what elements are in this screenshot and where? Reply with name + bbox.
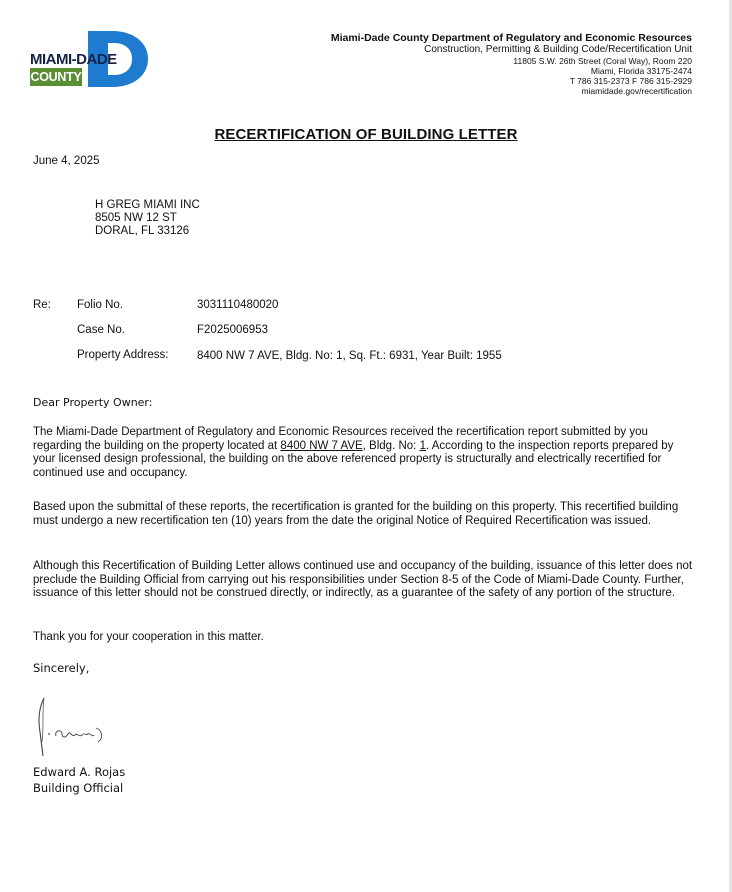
para1-text-c: . According to the inspection reports prepared by your licensed design professional, the building on the above referenced property is structurally and electrically recertified for continued use and occupancy. bbox=[33, 439, 674, 479]
folio-value: 3031110480020 bbox=[197, 299, 279, 311]
logo-wordmark: MIAMI-DADE bbox=[30, 51, 117, 68]
letterhead bbox=[331, 32, 692, 96]
logo-county-badge: COUNTY bbox=[30, 70, 82, 84]
signature-image bbox=[30, 694, 110, 758]
property-address-label: Property Address: bbox=[77, 349, 169, 361]
para1-text-a: The Miami-Dade Department of Regulatory and Economic Resources received the recertification report submitted by you regarding the building on the property located at bbox=[33, 426, 648, 452]
letterhead-street: 11805 S.W. 26th Street (Coral Way), Room 220 bbox=[513, 56, 692, 66]
signer-name: Edward A. Rojas bbox=[33, 765, 126, 779]
case-label: Case No. bbox=[77, 324, 125, 336]
para1-text-b: , Bldg. No: bbox=[362, 439, 420, 452]
recipient-street: 8505 NW 12 ST bbox=[95, 212, 177, 224]
miami-dade-logo bbox=[30, 31, 148, 87]
signer-title: Building Official bbox=[33, 780, 124, 795]
recipient-name: H GREG MIAMI INC bbox=[95, 199, 200, 211]
property-address-value: 8400 NW 7 AVE, Bldg. No: 1, Sq. Ft.: 6931, Year Built: 1955 bbox=[197, 350, 502, 362]
para1-bldg: 1 bbox=[419, 439, 426, 452]
re-label: Re: bbox=[33, 299, 51, 311]
folio-label: Folio No. bbox=[77, 299, 124, 311]
paragraph-recertified bbox=[33, 426, 693, 480]
signer-block bbox=[33, 765, 125, 796]
closing: Sincerely, bbox=[33, 661, 90, 675]
paragraph-disclaimer: Although this Recertification of Building Letter allows continued use and occupancy of the building, issuance of this letter does not preclude the Building Official from carrying out his responsibilities under Section 8-5 of the Code of Miami-Dade County. Further, issuance of this letter should not be construed directly, or indirectly, as a guarantee of the safety of any portion of the structure. bbox=[33, 560, 693, 599]
letterhead-city: Miami, Florida 33175-2474 bbox=[590, 66, 692, 76]
recipient-city: DORAL, FL 33126 bbox=[95, 225, 190, 237]
salutation: Dear Property Owner: bbox=[33, 396, 153, 409]
unit-name: Construction, Permitting & Building Code/Recertification Unit bbox=[424, 44, 692, 55]
case-value: F2025006953 bbox=[197, 324, 268, 336]
letter-title: RECERTIFICATION OF BUILDING LETTER bbox=[214, 126, 518, 143]
recipient-address bbox=[95, 199, 200, 238]
letter-date: June 4, 2025 bbox=[33, 155, 100, 167]
letterhead-phone: T 786 315-2373 F 786 315-2929 bbox=[569, 76, 692, 86]
thanks-line: Thank you for your cooperation in this matter. bbox=[33, 631, 264, 643]
department-name: Miami-Dade County Department of Regulatory and Economic Resources bbox=[330, 32, 692, 44]
letterhead-web[interactable]: miamidade.gov/recertification bbox=[581, 86, 692, 96]
para1-address: 8400 NW 7 AVE bbox=[280, 439, 363, 452]
paragraph-granted: Based upon the submittal of these reports, the recertification is granted for the building on this property. This recertified building must undergo a new recertification ten (10) years from the date the original Notice of Required Recertification was issued. bbox=[33, 501, 679, 527]
